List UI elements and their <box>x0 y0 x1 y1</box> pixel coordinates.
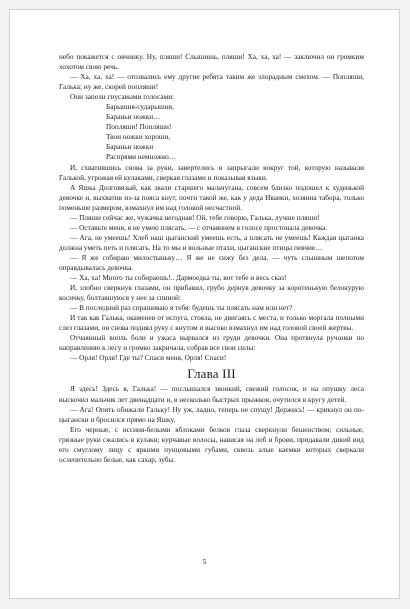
page-text <box>59 52 364 465</box>
paragraph: Его черные, с иссиня-белыми яблоками белков глаза сверкнули бешенством; сильные, грязные руки сжались в кулаки; курчавые волосы, нависая на лоб и брови, придавали дикий вид его смуглому лицу с яркими пунцовыми губами, сквозь алые каемки которых сверкали ослепительно белые, как сахар, зубы. <box>59 424 364 464</box>
paragraph: — Я же собираю милостыньку… Я же не сижу без дела, — чуть слышным шепотом оправдывалась девочка. <box>59 252 364 272</box>
paragraph: Отчаянный вопль боли и ужаса вырвался из груди девочки. Она протянула ручонки по направлению к лесу и громко закричала, собрав все свои силы: <box>59 333 364 353</box>
paragraph: небо покажется с овчинку. Ну, пляши! Слышишь, пляши! Ха, ха, ха! — заключил он громким хохотом свою речь. <box>59 52 364 72</box>
song-line: Попляши! Попляши! <box>106 122 172 132</box>
song-line: Барышня-сударышня, <box>106 102 174 112</box>
page-number: 5 <box>202 557 207 566</box>
paragraph: — Пляши сейчас же, чужачка негодная! Ой, тебе говорю, Галька, лучше пляши! <box>70 212 320 222</box>
paragraph: — Ага! Опять обижали Гальку! Ну уж, ладно, теперь не спущу! Держись! — крикнул он по-цыгански и бросился прямо на Яшку. <box>59 404 364 424</box>
paragraph: А Яшка Долговязый, как звали старшего мальчугана, совсем близко подошел к худенькой девочке и, выхватив из-за пояса кнут, почти такой же, как у деда Иванки, хозяина табора, только поменьше размером, взмахнул им над головой несчастной. <box>59 182 364 212</box>
song-line: Бараньи ножки <box>106 142 154 152</box>
paragraph: И, схватившись снова за руки, завертелись и запрыгали вокруг той, которую называли Галькой, угрожая ей кулаками, сверкая глазами и показывая языки. <box>59 162 364 182</box>
paragraph: И так как Галька, окаменев от испуга, стояла, не двигаясь с места, и только моргала полными слез глазами, он снова поднял руку с кнутом и высоко взмахнул им над головой своей жертвы. <box>59 313 364 333</box>
song-line: Распрями немножко… <box>106 152 177 162</box>
book-page <box>9 9 400 599</box>
paragraph: И, злобно сверкнув глазами, он прибавил, грубо дернув девочку за коротенькую белокурую косичку, болтавшуюся у нее за спиной: <box>59 283 364 303</box>
paragraph: — Оставьте меня, я не умею плясать, — с отчаянием в голосе простонала девочка. <box>70 222 328 232</box>
song-verse <box>59 102 364 162</box>
paragraph: Они запели гнусавыми голосами: <box>70 92 175 102</box>
paragraph: — Ха, ха, ха! — отозвались ему другие ребята таким же злорадным смехом. — Попляши, Галька; ну же, скорей попляши! <box>59 72 364 92</box>
paragraph: — Орля! Орля! Где ты? Спаси меня, Орля! Спаси! <box>70 353 227 363</box>
paragraph: — В последний раз спрашиваю я тебя: будешь ты плясать нам или нет? <box>70 303 293 313</box>
song-line: Твои ножки хороши, <box>106 132 171 142</box>
paragraph: — Ага, не умеешь! Хлеб наш цыганский умеешь есть, а плясать не умеешь! Каждая цыганка должна уметь петь и плясать. На то мы и вольные птахи, цыганские птицы певчие… <box>59 232 364 252</box>
song-line: Бараньи ножки… <box>106 112 161 122</box>
chapter-title: Глава III <box>187 366 236 382</box>
paragraph: — Ха, ха! Много ты собираешь!.. Дармоедка ты, вот тебе и весь сказ! <box>70 273 287 283</box>
paragraph: Я здесь! Здесь я, Галька! — послышался звонкий, свежий голосок, и на опушку леса выскочил мальчик лет двенадцати и, в несколько быстрых прыжков, очутился в кругу детей. <box>59 384 364 404</box>
